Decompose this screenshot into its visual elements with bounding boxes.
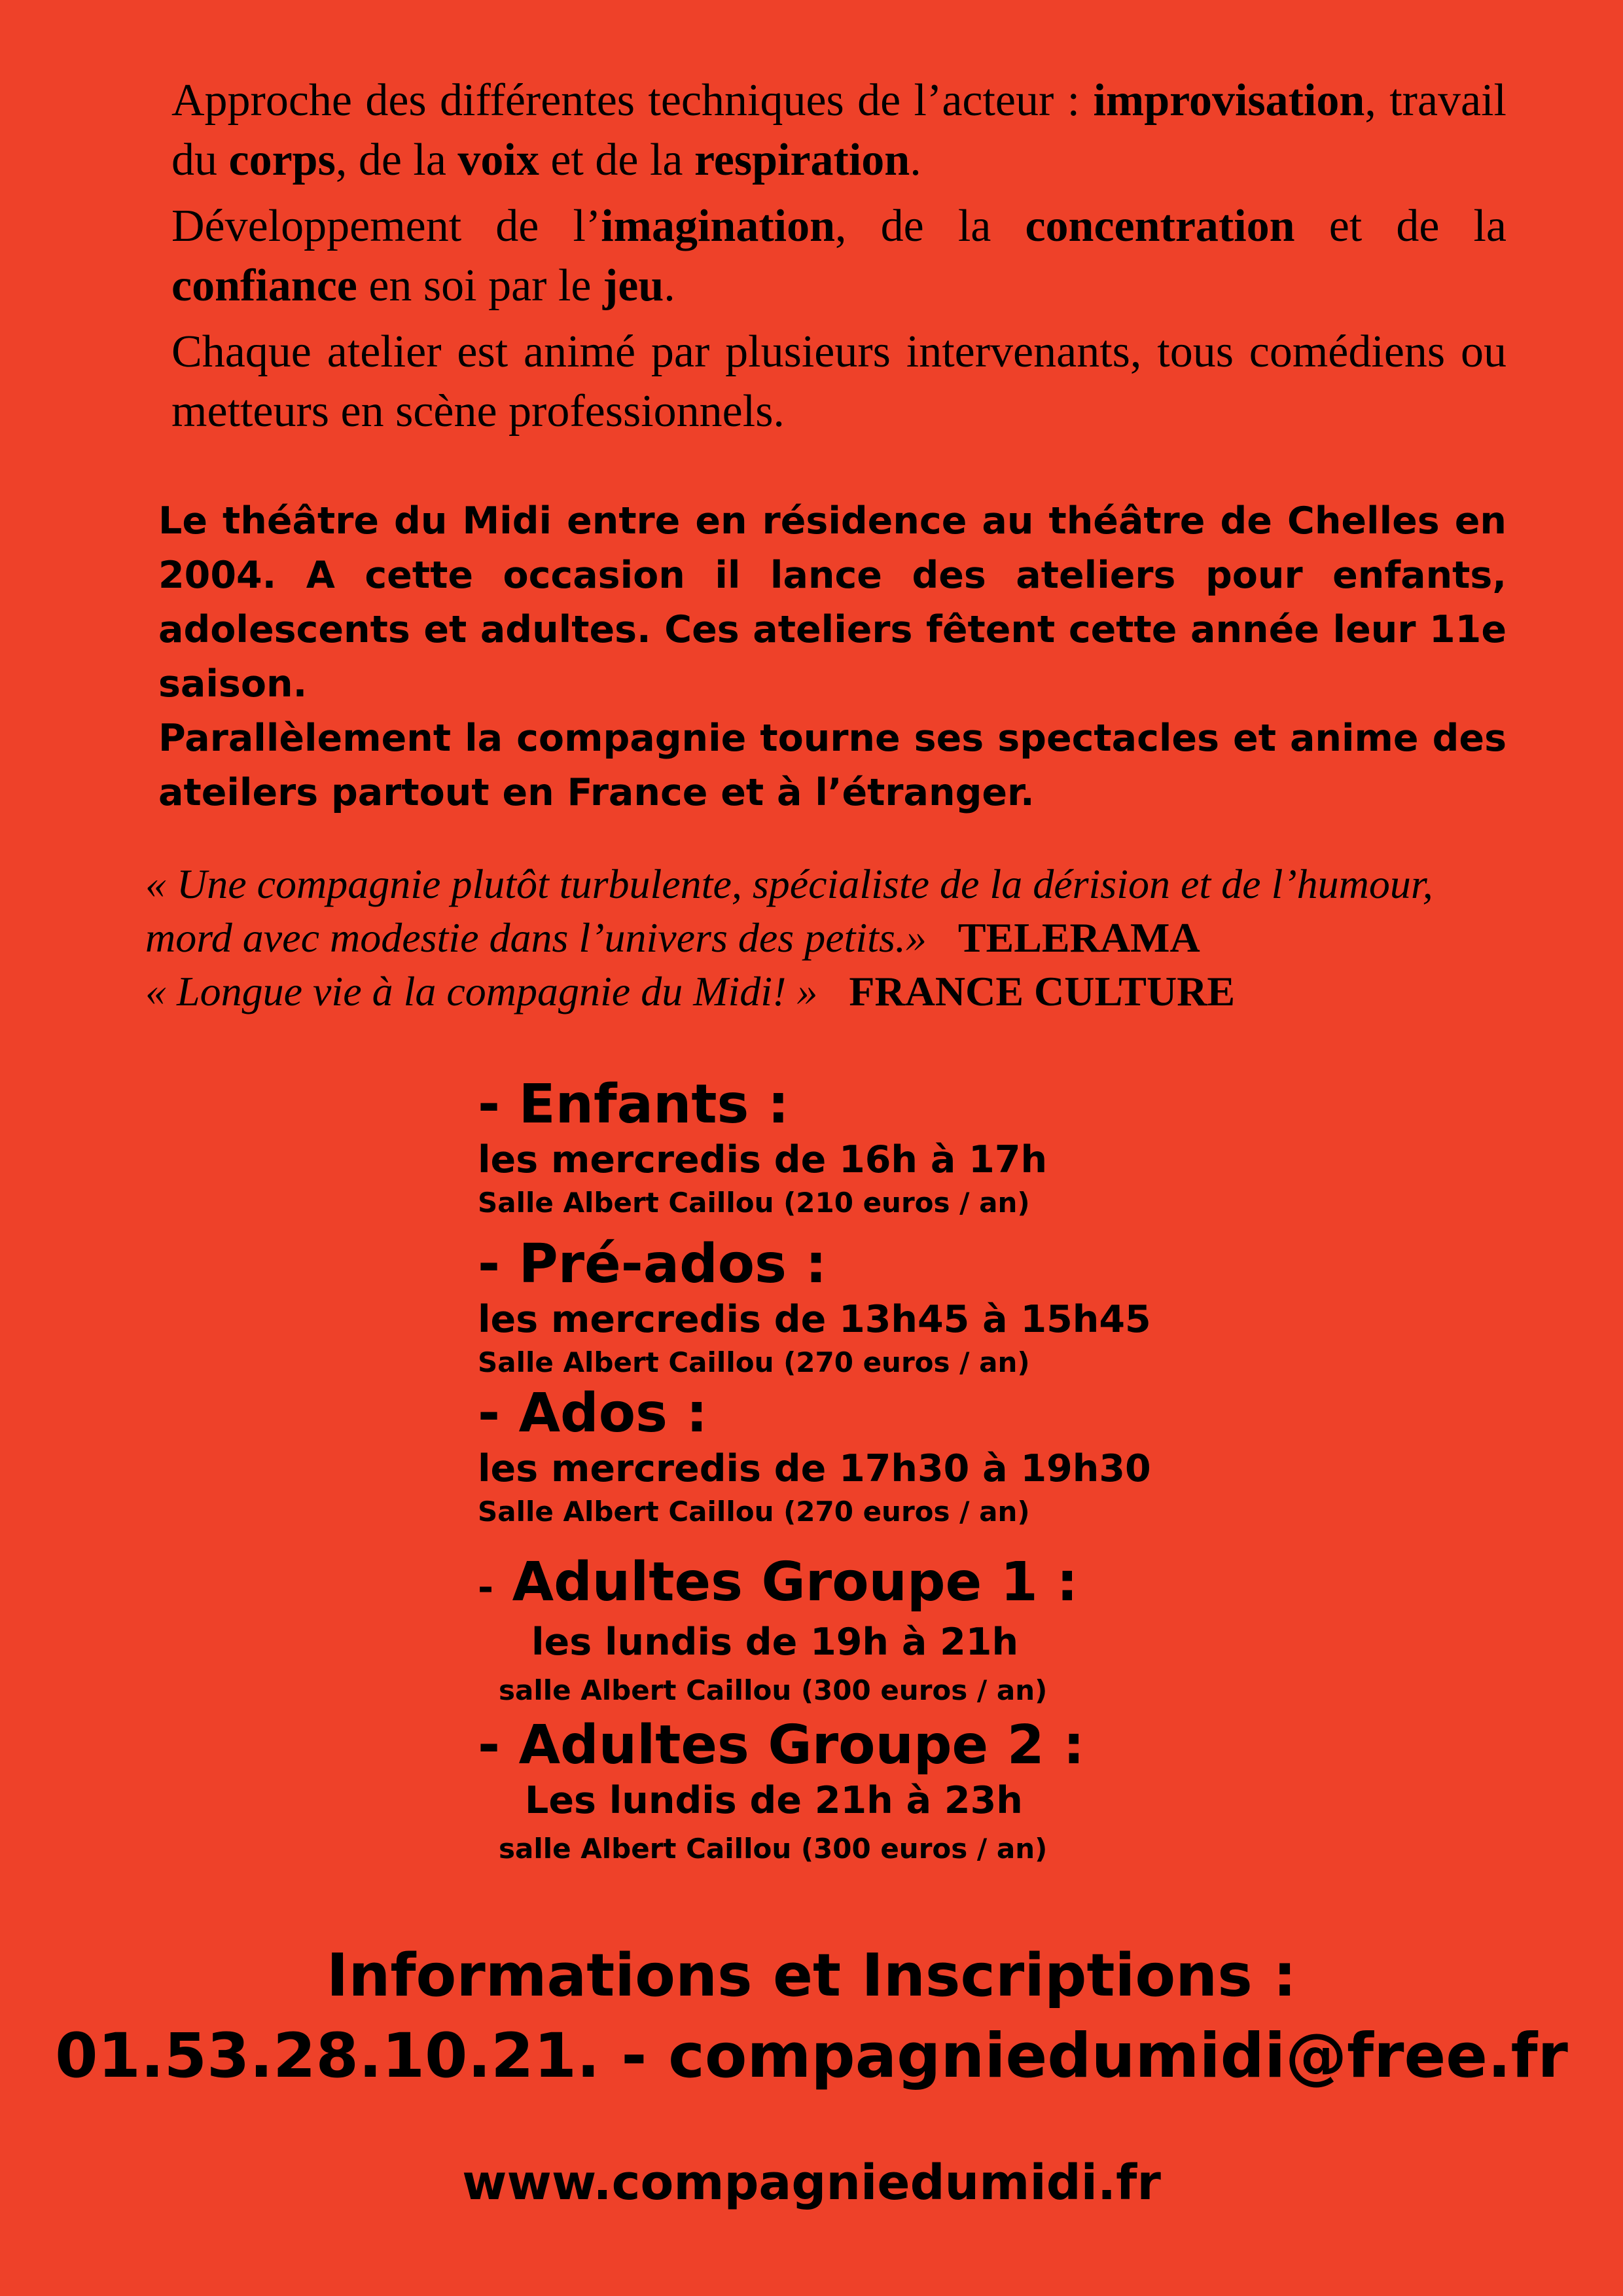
keyword-respiration: respiration [694, 135, 910, 185]
history-paragraph-residence: Le théâtre du Midi entre en résidence au théâtre de Chelles en 2004. A cette occasion il lance des ateliers pour enfants, adolescents et adultes. Ces ateliers fêtent cette année leur 11e saison. [158, 499, 1507, 706]
workshop-schedule [478, 1073, 1263, 1869]
intro-paragraph-techniques [171, 71, 1507, 190]
intro-section [171, 71, 1507, 448]
quote-text: « Une compagnie plutôt turbulente, spécialiste de la dérision et de l’humour, [145, 861, 1433, 907]
group-room-price: Salle Albert Caillou (270 euros / an) [478, 1496, 1030, 1528]
website-url: www.compagniedumidi.fr [462, 2155, 1161, 2211]
intro-text: , de la [335, 135, 458, 185]
history-section [158, 494, 1507, 820]
group-enfants [478, 1073, 1263, 1223]
keyword-jeu: jeu [602, 260, 664, 311]
quote-telerama-line2 [145, 911, 1520, 965]
group-adultes-1 [478, 1551, 1263, 1710]
contact-phone-email: 01.53.28.10.21. - compagniedumidi@free.fr [55, 2020, 1568, 2092]
quote-telerama-line1 [145, 857, 1520, 911]
quote-source-france-culture: FRANCE CULTURE [849, 968, 1236, 1014]
intro-text: . [664, 260, 675, 311]
contact-title: Informations et Inscriptions : [326, 1941, 1297, 2010]
group-title [478, 1551, 1263, 1619]
quote-text: « Longue vie à la compagnie du Midi! » [145, 968, 818, 1014]
keyword-confiance: confiance [171, 260, 357, 311]
intro-paragraph-intervenants: Chaque atelier est animé par plusieurs intervenants, tous comédiens ou metteurs en scène professionnels. [171, 327, 1507, 437]
group-dash: - [478, 1565, 494, 1609]
keyword-imagination: imagination [601, 201, 836, 251]
quote-text: mord avec modestie dans l’univers des petits.» [145, 914, 927, 961]
intro-text: , travail du [171, 75, 1507, 185]
group-title: - Ados : [478, 1382, 708, 1444]
group-room-price: salle Albert Caillou (300 euros / an) [499, 1674, 1048, 1706]
quote-france-culture [145, 965, 1520, 1018]
group-room-price: salle Albert Caillou (300 euros / an) [499, 1833, 1048, 1865]
intro-paragraph-development [171, 196, 1507, 315]
group-days: Les lundis de 21h à 23h [525, 1779, 1023, 1822]
group-title: - Pré-ados : [478, 1233, 827, 1295]
intro-text: et de la [539, 135, 694, 185]
history-paragraph-tour: Parallèlement la compagnie tourne ses spectacles et anime des ateilers partout en France et à l’étranger. [158, 717, 1507, 814]
group-days: les mercredis de 16h à 17h [478, 1138, 1048, 1181]
group-days: les mercredis de 13h45 à 15h45 [478, 1298, 1151, 1341]
group-days: les lundis de 19h à 21h [531, 1621, 1019, 1664]
intro-text: en soi par le [357, 260, 603, 311]
intro-text: , de la [835, 201, 1026, 251]
group-title: - Adultes Groupe 2 : [478, 1714, 1085, 1776]
quote-source-telerama: TELERAMA [957, 914, 1200, 961]
group-title: - Enfants : [478, 1073, 789, 1136]
keyword-corps: corps [228, 135, 336, 185]
intro-text: et de la [1294, 201, 1507, 251]
group-adultes-2 [478, 1714, 1263, 1869]
intro-text: Développement de l’ [171, 201, 601, 251]
group-room-price: Salle Albert Caillou (210 euros / an) [478, 1187, 1030, 1219]
group-ados [478, 1382, 1263, 1532]
keyword-voix: voix [457, 135, 539, 185]
intro-text: Approche des différentes techniques de l’acteur : [171, 75, 1094, 126]
keyword-concentration: concentration [1025, 201, 1295, 251]
contact-section [0, 1937, 1623, 2098]
group-title-text: Adultes Groupe 1 : [512, 1551, 1079, 1613]
keyword-improvisation: improvisation [1093, 75, 1365, 126]
group-room-price: Salle Albert Caillou (270 euros / an) [478, 1346, 1030, 1378]
press-quotes [145, 857, 1520, 1018]
group-preados [478, 1233, 1263, 1382]
intro-text: . [910, 135, 921, 185]
group-days: les mercredis de 17h30 à 19h30 [478, 1447, 1151, 1490]
